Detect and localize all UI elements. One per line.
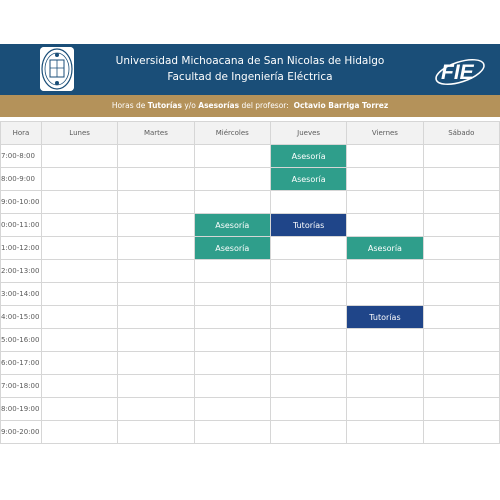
- schedule-cell: [423, 168, 499, 191]
- schedule-table: [0, 121, 500, 444]
- hour-label: 8:00-19:00: [1, 398, 42, 421]
- schedule-cell: [270, 375, 346, 398]
- band-prefix: Horas de: [111, 101, 148, 110]
- hour-label: 3:00-14:00: [1, 283, 42, 306]
- schedule-cell: [423, 398, 499, 421]
- table-row: [1, 398, 500, 421]
- schedule-cell: [423, 214, 499, 237]
- schedule-cell: [118, 168, 194, 191]
- schedule-cell: [118, 329, 194, 352]
- schedule-cell: [347, 421, 423, 444]
- schedule-cell: [270, 283, 346, 306]
- schedule-cell: [347, 283, 423, 306]
- schedule-cell: [41, 329, 117, 352]
- schedule-cell: [41, 145, 117, 168]
- schedule-cell: [423, 283, 499, 306]
- schedule-cell: [41, 283, 117, 306]
- schedule-cell: [347, 214, 423, 237]
- schedule-cell: [347, 306, 423, 329]
- schedule-cell: [270, 260, 346, 283]
- schedule-cell: [423, 260, 499, 283]
- table-row: [1, 306, 500, 329]
- schedule-cell: [41, 375, 117, 398]
- schedule-cell: [118, 283, 194, 306]
- schedule-cell: [41, 168, 117, 191]
- professor-band: [0, 95, 500, 117]
- fie-logo-text: FIE: [441, 61, 474, 84]
- schedule-cell: [41, 237, 117, 260]
- schedule-cell: [423, 145, 499, 168]
- hour-label: 5:00-16:00: [1, 329, 42, 352]
- professor-name: Octavio Barriga Torrez: [293, 101, 389, 110]
- schedule-cell: [194, 260, 270, 283]
- schedule-cell: [347, 168, 423, 191]
- schedule-cell: [194, 191, 270, 214]
- band-tutorias: Tutorías: [147, 101, 182, 110]
- table-row: [1, 375, 500, 398]
- schedule-cell: [194, 329, 270, 352]
- column-header-jueves: Jueves: [270, 122, 346, 145]
- hour-label: 6:00-17:00: [1, 352, 42, 375]
- schedule-cell: [423, 237, 499, 260]
- hour-label: 1:00-12:00: [1, 237, 42, 260]
- schedule-cell: [270, 329, 346, 352]
- schedule-cell: [194, 283, 270, 306]
- schedule-cell: [194, 375, 270, 398]
- schedule-cell: [270, 398, 346, 421]
- schedule-cell: [41, 214, 117, 237]
- schedule-cell: [118, 145, 194, 168]
- tutorias-block: Tutorías: [271, 214, 346, 236]
- table-row: [1, 237, 500, 260]
- schedule-cell: [423, 375, 499, 398]
- schedule-table-wrap: [0, 121, 500, 444]
- schedule-cell: [270, 237, 346, 260]
- schedule-cell: [347, 375, 423, 398]
- table-row: [1, 421, 500, 444]
- asesoria-block: Asesoría: [347, 237, 422, 259]
- schedule-cell: [194, 168, 270, 191]
- schedule-cell: [194, 214, 270, 237]
- schedule-cell: [194, 306, 270, 329]
- column-header-miercoles: Miércoles: [194, 122, 270, 145]
- hour-label: 4:00-15:00: [1, 306, 42, 329]
- schedule-cell: [194, 421, 270, 444]
- schedule-cell: [347, 329, 423, 352]
- schedule-cell: [423, 421, 499, 444]
- faculty-name: Facultad de Ingeniería Eléctrica: [167, 71, 333, 83]
- band-mid: y/o: [181, 101, 199, 110]
- table-row: [1, 168, 500, 191]
- column-header-viernes: Viernes: [347, 122, 423, 145]
- schedule-cell: [118, 237, 194, 260]
- schedule-cell: [347, 352, 423, 375]
- hour-label: 2:00-13:00: [1, 260, 42, 283]
- hour-label: 9:00-20:00: [1, 421, 42, 444]
- schedule-cell: [270, 168, 346, 191]
- hour-label: 9:00-10:00: [1, 191, 42, 214]
- schedule-cell: [270, 421, 346, 444]
- schedule-cell: [423, 191, 499, 214]
- asesoria-block: Asesoría: [195, 214, 270, 236]
- band-asesorias: Asesorías: [198, 101, 240, 110]
- column-header-hora: Hora: [1, 122, 42, 145]
- schedule-cell: [41, 398, 117, 421]
- schedule-cell: [118, 375, 194, 398]
- schedule-cell: [194, 237, 270, 260]
- schedule-cell: [194, 145, 270, 168]
- schedule-cell: [270, 145, 346, 168]
- table-row: [1, 145, 500, 168]
- schedule-cell: [194, 352, 270, 375]
- schedule-cell: [347, 191, 423, 214]
- header-banner: [0, 44, 500, 95]
- table-row: [1, 191, 500, 214]
- hour-label: 0:00-11:00: [1, 214, 42, 237]
- schedule-cell: [347, 145, 423, 168]
- schedule-cell: [118, 191, 194, 214]
- asesoria-block: Asesoría: [271, 145, 346, 167]
- university-seal-icon: [40, 47, 74, 91]
- column-header-martes: Martes: [118, 122, 194, 145]
- schedule-cell: [194, 398, 270, 421]
- tutorias-block: Tutorías: [347, 306, 422, 328]
- hour-label: 7:00-8:00: [1, 145, 42, 168]
- schedule-cell: [41, 306, 117, 329]
- schedule-cell: [118, 214, 194, 237]
- table-row: [1, 260, 500, 283]
- table-row: [1, 214, 500, 237]
- table-row: [1, 329, 500, 352]
- column-header-lunes: Lunes: [41, 122, 117, 145]
- schedule-cell: [41, 352, 117, 375]
- schedule-cell: [423, 329, 499, 352]
- table-row: [1, 283, 500, 306]
- fie-logo: [432, 50, 488, 90]
- schedule-cell: [118, 421, 194, 444]
- band-suffix: del profesor:: [239, 101, 289, 110]
- schedule-cell: [270, 352, 346, 375]
- schedule-cell: [41, 191, 117, 214]
- schedule-cell: [347, 237, 423, 260]
- schedule-cell: [41, 421, 117, 444]
- asesoria-block: Asesoría: [271, 168, 346, 190]
- table-row: [1, 352, 500, 375]
- schedule-cell: [423, 306, 499, 329]
- schedule-body: [1, 145, 500, 444]
- schedule-cell: [118, 398, 194, 421]
- table-header-row: [1, 122, 500, 145]
- schedule-cell: [270, 214, 346, 237]
- schedule-cell: [118, 260, 194, 283]
- schedule-cell: [270, 306, 346, 329]
- hour-label: 7:00-18:00: [1, 375, 42, 398]
- schedule-cell: [118, 306, 194, 329]
- schedule-cell: [423, 352, 499, 375]
- schedule-cell: [270, 191, 346, 214]
- schedule-cell: [347, 260, 423, 283]
- schedule-cell: [41, 260, 117, 283]
- university-name: Universidad Michoacana de San Nicolas de Hidalgo: [115, 55, 385, 67]
- hour-label: 8:00-9:00: [1, 168, 42, 191]
- schedule-cell: [347, 398, 423, 421]
- asesoria-block: Asesoría: [195, 237, 270, 259]
- schedule-cell: [118, 352, 194, 375]
- column-header-sabado: Sábado: [423, 122, 499, 145]
